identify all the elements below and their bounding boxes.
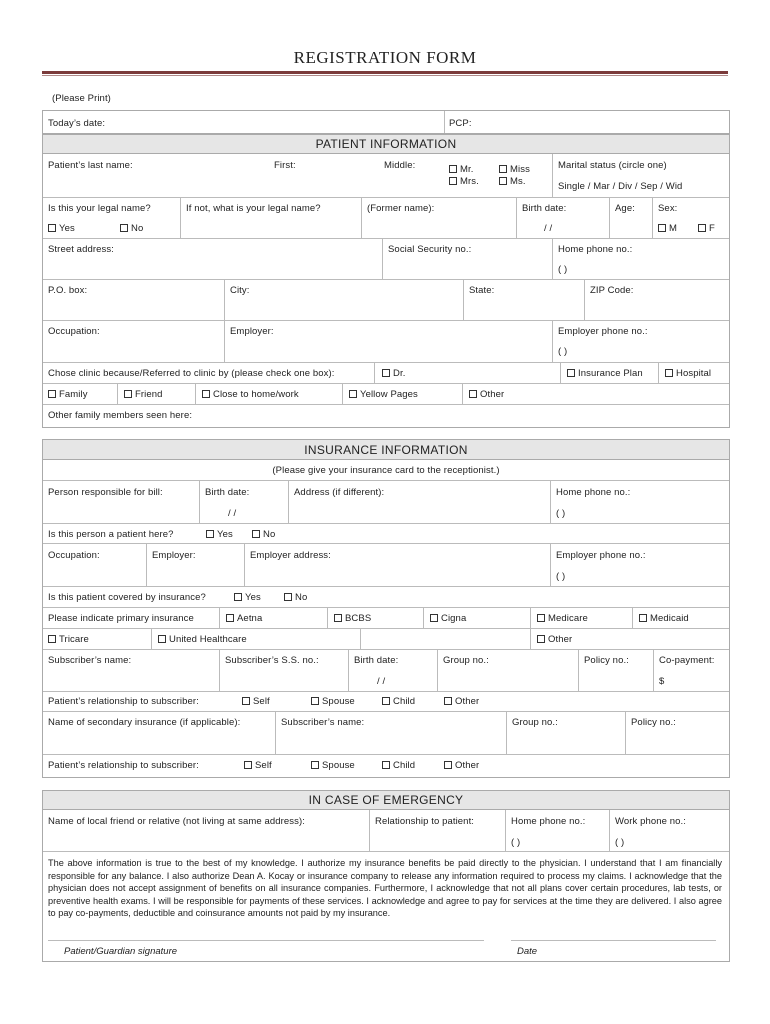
secondary-relationship-label: Patient’s relationship to subscriber: (48, 760, 199, 771)
insurance-card-note: (Please give your insurance card to the receptionist.) (272, 465, 500, 476)
signature-line[interactable] (48, 940, 484, 941)
tricare-checkbox[interactable]: Tricare (48, 634, 89, 645)
emergency-header: IN CASE OF EMERGENCY (308, 793, 464, 807)
referral-insurance-plan-checkbox[interactable]: Insurance Plan (567, 368, 643, 379)
covered-yes-checkbox[interactable]: Yes (234, 592, 261, 603)
subscriber-name-field[interactable]: Subscriber’s name: (48, 655, 132, 666)
employer-phone-field[interactable]: Employer phone no.: (558, 326, 648, 337)
responsible-phone-parens: ( ) (556, 508, 566, 519)
other-family-field[interactable]: Other family members seen here: (48, 410, 193, 421)
employer-address-field[interactable]: Employer address: (250, 550, 331, 561)
subscriber-birth-date-slashes: / / (377, 676, 386, 687)
chose-clinic-label: Chose clinic because/Referred to clinic by (please check one box): (48, 368, 335, 379)
legal-name-question: Is this your legal name? (48, 203, 151, 214)
secondary-insurance-field[interactable]: Name of secondary insurance (if applicable): (48, 717, 241, 728)
copayment-field[interactable]: Co-payment: (659, 655, 715, 666)
secondary-subscriber-name-field[interactable]: Subscriber’s name: (281, 717, 365, 728)
cigna-checkbox[interactable]: Cigna (430, 613, 466, 624)
referral-close-home-checkbox[interactable]: Close to home/work (202, 389, 299, 400)
emergency-home-phone-field[interactable]: Home phone no.: (511, 816, 586, 827)
former-name-field[interactable]: (Former name): (367, 203, 435, 214)
emergency-relationship-field[interactable]: Relationship to patient: (375, 816, 475, 827)
responsible-employer-phone-field[interactable]: Employer phone no.: (556, 550, 646, 561)
age-field[interactable]: Age: (615, 203, 635, 214)
referral-hospital-checkbox[interactable]: Hospital (665, 368, 711, 379)
person-responsible-field[interactable]: Person responsible for bill: (48, 487, 163, 498)
secondary-policy-no-field[interactable]: Policy no.: (631, 717, 676, 728)
birth-date-slashes: / / (544, 223, 553, 234)
referral-dr-checkbox[interactable]: Dr. (382, 368, 405, 379)
relationship-other-checkbox[interactable]: Other (444, 696, 479, 707)
is-patient-no-checkbox[interactable]: No (252, 529, 275, 540)
title-rule-thin (42, 75, 728, 76)
date-label: Date (517, 946, 538, 957)
bcbs-checkbox[interactable]: BCBS (334, 613, 371, 624)
please-print-note: (Please Print) (52, 93, 111, 104)
birth-date-field[interactable]: Birth date: (522, 203, 567, 214)
secondary-relationship-spouse-checkbox[interactable]: Spouse (311, 760, 355, 771)
state-field[interactable]: State: (469, 285, 495, 296)
miss-checkbox[interactable]: Miss (499, 164, 530, 175)
occupation-field[interactable]: Occupation: (48, 326, 100, 337)
marital-status-label: Marital status (circle one) (558, 160, 667, 171)
relationship-child-checkbox[interactable]: Child (382, 696, 415, 707)
ms-checkbox[interactable]: Ms. (499, 176, 526, 187)
responsible-home-phone-field[interactable]: Home phone no.: (556, 487, 631, 498)
responsible-birth-date-slashes: / / (228, 508, 237, 519)
marital-status-options[interactable]: Single / Mar / Div / Sep / Wid (558, 181, 683, 192)
po-box-field[interactable]: P.O. box: (48, 285, 88, 296)
secondary-relationship-other-checkbox[interactable]: Other (444, 760, 479, 771)
emergency-home-phone-parens: ( ) (511, 837, 521, 848)
is-patient-yes-checkbox[interactable]: Yes (206, 529, 233, 540)
secondary-relationship-child-checkbox[interactable]: Child (382, 760, 415, 771)
legal-no-checkbox[interactable]: No (120, 223, 143, 234)
relationship-self-checkbox[interactable]: Self (242, 696, 270, 707)
emergency-contact-field[interactable]: Name of local friend or relative (not living at same address): (48, 816, 306, 827)
sex-f-checkbox[interactable]: F (698, 223, 715, 234)
referral-yellow-pages-checkbox[interactable]: Yellow Pages (349, 389, 418, 400)
responsible-occupation-field[interactable]: Occupation: (48, 550, 100, 561)
employer-phone-parens: ( ) (558, 346, 568, 357)
medicare-checkbox[interactable]: Medicare (537, 613, 588, 624)
city-field[interactable]: City: (230, 285, 250, 296)
relationship-label: Patient’s relationship to subscriber: (48, 696, 199, 707)
policy-no-field[interactable]: Policy no.: (584, 655, 629, 666)
patient-information-header: PATIENT INFORMATION (315, 137, 457, 151)
sex-m-checkbox[interactable]: M (658, 223, 677, 234)
middle-name-field[interactable]: Middle: (384, 160, 416, 171)
pcp-field[interactable]: PCP: (449, 118, 472, 129)
ssn-field[interactable]: Social Security no.: (388, 244, 472, 255)
form-title: REGISTRATION FORM (293, 48, 477, 67)
emergency-work-phone-parens: ( ) (615, 837, 625, 848)
zip-field[interactable]: ZIP Code: (590, 285, 634, 296)
referral-other-checkbox[interactable]: Other (469, 389, 504, 400)
mr-checkbox[interactable]: Mr. (449, 164, 474, 175)
street-address-field[interactable]: Street address: (48, 244, 114, 255)
mrs-checkbox[interactable]: Mrs. (449, 176, 479, 187)
responsible-employer-phone-parens: ( ) (556, 571, 566, 582)
todays-date-row (42, 110, 730, 134)
responsible-address-field[interactable]: Address (if different): (294, 487, 385, 498)
copayment-dollar: $ (659, 676, 665, 687)
title-rule (42, 71, 728, 74)
todays-date-field[interactable]: Today’s date: (48, 118, 106, 129)
legal-yes-checkbox[interactable]: Yes (48, 223, 75, 234)
covered-question: Is this patient covered by insurance? (48, 592, 206, 603)
last-name-field[interactable]: Patient’s last name: (48, 160, 133, 171)
relationship-spouse-checkbox[interactable]: Spouse (311, 696, 355, 707)
signature-label: Patient/Guardian signature (64, 946, 178, 957)
covered-no-checkbox[interactable]: No (284, 592, 307, 603)
first-name-field[interactable]: First: (274, 160, 296, 171)
legal-name-field[interactable]: If not, what is your legal name? (186, 203, 321, 214)
home-phone-parens: ( ) (558, 264, 568, 275)
consent-paragraph: The above information is true to the best of my knowledge. I authorize my insurance benefits be paid directly to the physician. I understand that I am financially responsible for any balance. I also authorize Dean A. Kocay or insurance company to release any information required to process my claims. I acknowledge that the physician does not accept assignment of benefits on all insurance companies. Furthermore, I acknowledge that not all plans cover certain procedures, lab tests, or preventive health exams. I will be responsible for payments of these services. I acknowledge and agree to pay for services at the time they are delivered. I also agree to pay co-payments, deductible and coinsurance amounts not paid by my insurance. (48, 858, 722, 919)
date-line[interactable] (511, 940, 716, 941)
secondary-relationship-self-checkbox[interactable]: Self (244, 760, 272, 771)
referral-friend-checkbox[interactable]: Friend (124, 389, 163, 400)
insurance-other-checkbox[interactable]: Other (537, 634, 572, 645)
responsible-employer-field[interactable]: Employer: (152, 550, 196, 561)
secondary-group-no-field[interactable]: Group no.: (512, 717, 558, 728)
subscriber-ss-field[interactable]: Subscriber’s S.S. no.: (225, 655, 319, 666)
primary-insurance-label: Please indicate primary insurance (48, 613, 194, 624)
aetna-checkbox[interactable]: Aetna (226, 613, 262, 624)
subscriber-birth-date-field[interactable]: Birth date: (354, 655, 399, 666)
employer-field[interactable]: Employer: (230, 326, 274, 337)
home-phone-field[interactable]: Home phone no.: (558, 244, 633, 255)
emergency-work-phone-field[interactable]: Work phone no.: (615, 816, 687, 827)
medicaid-checkbox[interactable]: Medicaid (639, 613, 689, 624)
referral-family-checkbox[interactable]: Family (48, 389, 88, 400)
sex-label: Sex: (658, 203, 678, 214)
responsible-birth-date-field[interactable]: Birth date: (205, 487, 250, 498)
is-patient-question: Is this person a patient here? (48, 529, 174, 540)
insurance-information-header: INSURANCE INFORMATION (304, 443, 468, 457)
group-no-field[interactable]: Group no.: (443, 655, 489, 666)
united-healthcare-checkbox[interactable]: United Healthcare (158, 634, 247, 645)
